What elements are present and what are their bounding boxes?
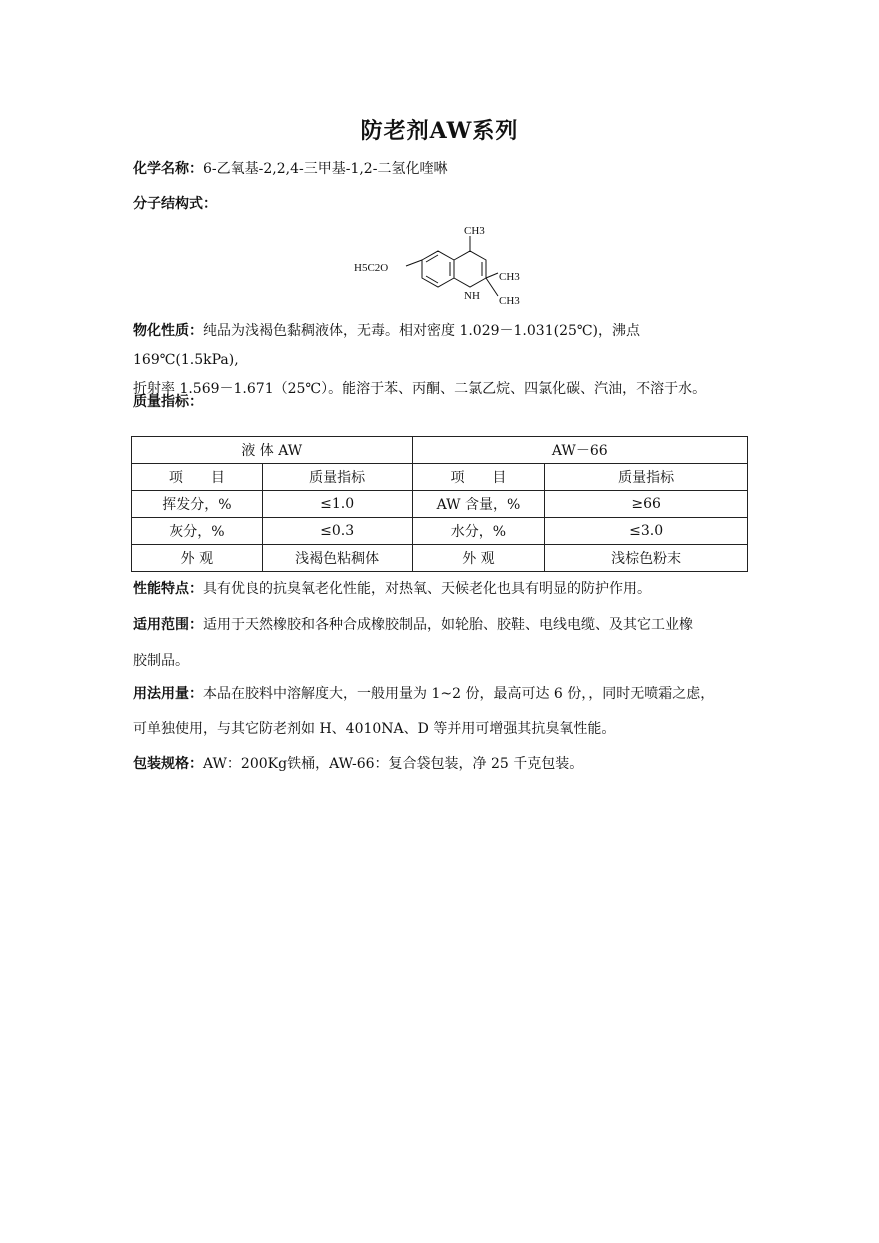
label-ch3-right2: CH3 bbox=[499, 295, 520, 307]
usage-text-1: 本品在胶料中溶解度大，一般用量为 1~2 份，最高可达 6 份，，同时无喷霜之虑， bbox=[203, 686, 715, 702]
scope-line-1 bbox=[133, 611, 749, 640]
table-group-row bbox=[132, 437, 748, 464]
bond-ethoxy bbox=[406, 260, 422, 266]
header-cell: 质量指标 bbox=[262, 464, 412, 491]
usage-label: 用法用量： bbox=[133, 686, 203, 702]
packaging-line bbox=[133, 750, 749, 779]
table-cell: ≤1.0 bbox=[262, 491, 412, 518]
benzene-ring bbox=[422, 251, 454, 287]
table-cell: ≥66 bbox=[545, 491, 748, 518]
properties-text-1: 纯品为浅褐色黏稠液体，无毒。相对密度 1.029－1.031(25℃)，沸点 169℃(1.5kPa), bbox=[133, 323, 641, 368]
table-cell: ≤0.3 bbox=[262, 518, 412, 545]
packaging-label: 包装规格： bbox=[133, 756, 203, 772]
features-label: 性能特点： bbox=[133, 581, 203, 597]
scope-line-2: 胶制品。 bbox=[133, 653, 189, 669]
usage-line-2: 可单独使用，与其它防老剂如 H、4010NA、D 等并用可增强其抗臭氧性能。 bbox=[133, 721, 616, 737]
features-value: 具有优良的抗臭氧老化性能，对热氧、天候老化也具有明显的防护作用。 bbox=[203, 581, 651, 597]
chemical-name-value: 6-乙氧基-2,2,4-三甲基-1,2-二氢化喹啉 bbox=[203, 161, 448, 177]
table-row bbox=[132, 518, 748, 545]
table-row bbox=[132, 491, 748, 518]
dihydro-ring bbox=[454, 251, 486, 287]
quality-label: 质量指标： bbox=[133, 394, 203, 410]
bond-ch3-right2 bbox=[486, 278, 498, 296]
packaging-value: AW：200Kg铁桶，AW-66：复合袋包装，净 25 千克包装。 bbox=[203, 756, 584, 772]
label-nh: NH bbox=[464, 290, 480, 302]
structure-label: 分子结构式： bbox=[133, 196, 217, 212]
table-header-row bbox=[132, 464, 748, 491]
quality-line bbox=[133, 388, 749, 417]
molecular-structure-diagram bbox=[350, 220, 550, 320]
scope-label: 适用范围： bbox=[133, 617, 203, 633]
table-cell: 灰分，% bbox=[132, 518, 263, 545]
chemical-name-line bbox=[133, 155, 749, 184]
group-right-cell: AW－66 bbox=[412, 437, 747, 464]
table-cell: 浅棕色粉末 bbox=[545, 545, 748, 572]
properties-label: 物化性质： bbox=[133, 323, 203, 339]
table-cell: 外 观 bbox=[412, 545, 545, 572]
label-ch3-right1: CH3 bbox=[499, 271, 520, 283]
features-line bbox=[133, 575, 749, 604]
usage-line-1 bbox=[133, 680, 749, 709]
header-cell: 项 目 bbox=[412, 464, 545, 491]
label-h5c2o: H5C2O bbox=[354, 262, 389, 274]
table-row bbox=[132, 545, 748, 572]
usage-block bbox=[133, 680, 749, 744]
scope-text-1: 适用于天然橡胶和各种合成橡胶制品，如轮胎、胶鞋、电线电缆、及其它工业橡 bbox=[203, 617, 693, 633]
group-left-cell: 液 体 AW bbox=[132, 437, 413, 464]
page-title: 防老剂AW系列 bbox=[360, 118, 519, 144]
benzene-double-bond-1 bbox=[426, 255, 438, 262]
table-cell: 挥发分，% bbox=[132, 491, 263, 518]
label-ch3-top: CH3 bbox=[464, 225, 485, 237]
header-cell: 质量指标 bbox=[545, 464, 748, 491]
table-cell: 水分，% bbox=[412, 518, 545, 545]
properties-line-2: 折射率 1.569－1.671（25℃）。能溶于苯、丙酮、二氯乙烷、四氯化碳、汽油，不溶于水。 bbox=[133, 381, 707, 397]
table-cell: ≤3.0 bbox=[545, 518, 748, 545]
structure-line bbox=[133, 190, 749, 219]
quality-spec-table bbox=[131, 436, 748, 572]
bond-ch3-right1 bbox=[486, 273, 498, 278]
table-cell: AW 含量，% bbox=[412, 491, 545, 518]
benzene-double-bond-3 bbox=[426, 276, 438, 283]
chemical-name-label: 化学名称： bbox=[133, 161, 203, 177]
scope-block bbox=[133, 611, 749, 676]
table-cell: 外 观 bbox=[132, 545, 263, 572]
table-cell: 浅褐色粘稠体 bbox=[262, 545, 412, 572]
header-cell: 项 目 bbox=[132, 464, 263, 491]
properties-line-1 bbox=[133, 317, 749, 375]
